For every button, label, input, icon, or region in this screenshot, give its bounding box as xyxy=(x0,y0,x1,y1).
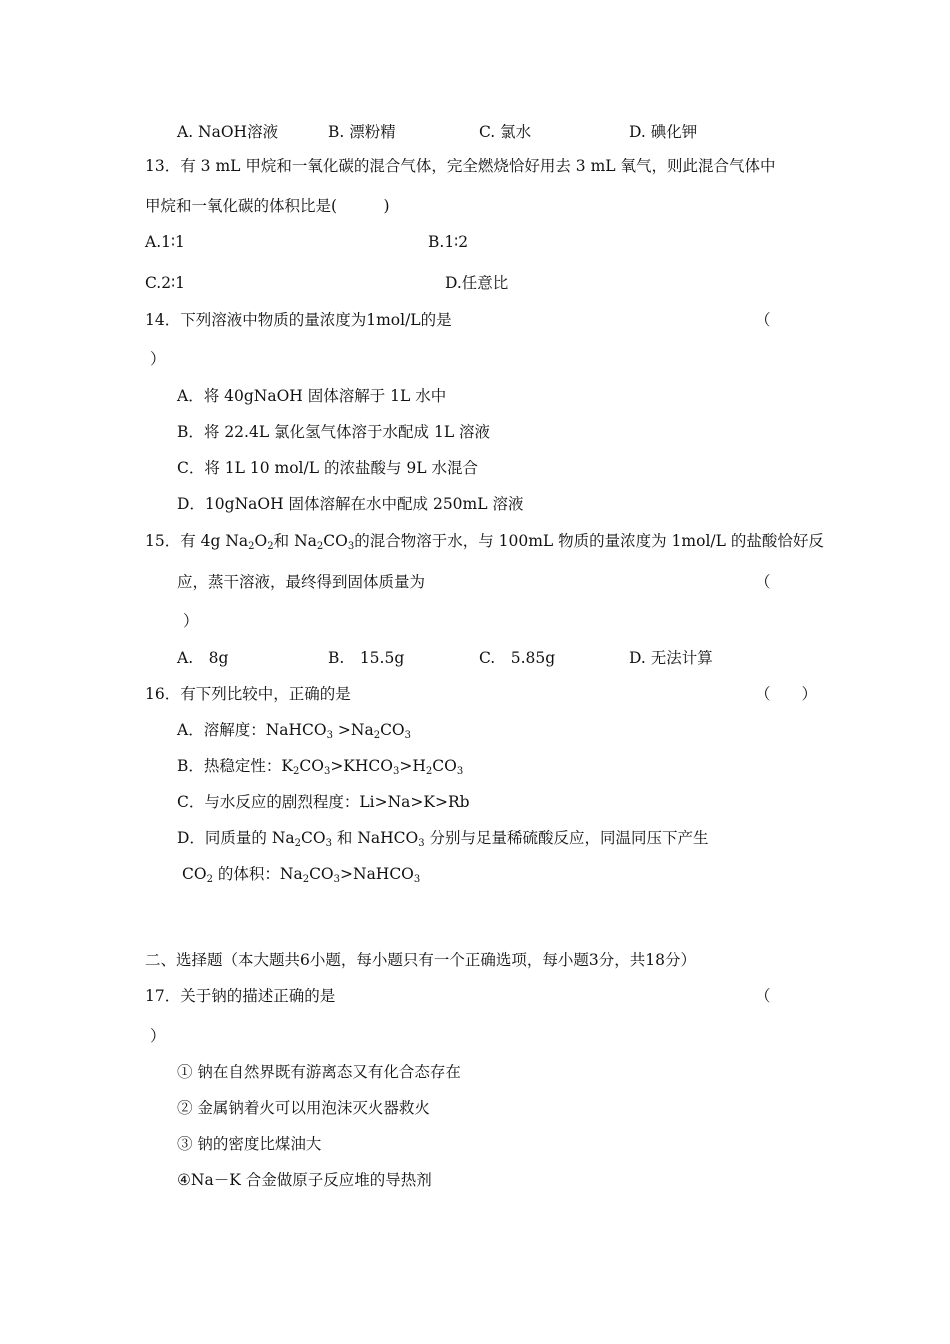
q12-option-c: C. 氯水 xyxy=(479,123,532,141)
q15-option-b: B. 15.5g xyxy=(328,649,405,667)
q13-option-b: B.1∶2 xyxy=(428,233,469,251)
q13-option-a: A.1∶1 xyxy=(145,233,185,251)
q12-option-d: D. 碘化钾 xyxy=(629,123,698,141)
q16-option-d: D．同质量的 $Na_2CO_3$ 和 NaHCO$_3$ 分别与足量稀硫酸反应，同温同压下产生 xyxy=(177,829,709,849)
q16-stem: 16．有下列比较中，正确的是 xyxy=(145,685,351,703)
q15-answer-paren-close: ） xyxy=(183,612,199,630)
q14-option-c: C．将 1L 10 mol/L 的浓盐酸与 9L 水混合 xyxy=(177,459,478,477)
q14-answer-paren-open: （ xyxy=(755,311,771,329)
q16-option-a: A．溶解度：NaHCO$_3$ $>Na_2CO_3$ xyxy=(177,721,412,741)
q14-option-a: A．将 40gNaOH 固体溶解于 1L 水中 xyxy=(177,387,447,405)
q12-option-a: A. NaOH溶液 xyxy=(177,123,279,141)
q15-option-c: C. 5.85g xyxy=(479,649,556,667)
q17-answer-paren-open: （ xyxy=(755,987,771,1005)
q17-answer-paren-close: ） xyxy=(150,1027,166,1045)
q17-item-2: ② 金属钠着火可以用泡沫灭火器救火 xyxy=(177,1099,430,1117)
q16-answer-paren: （ ） xyxy=(755,685,818,703)
q17-item-1: ① 钠在自然界既有游离态又有化合态存在 xyxy=(177,1063,461,1081)
section-heading: 二、选择题（本大题共6小题，每小题只有一个正确选项，每小题3分，共18分） xyxy=(145,951,696,969)
q16-option-d-cont: $CO_2$ 的体积：$Na_2CO_3>NaHCO_3$ xyxy=(182,865,421,885)
q16-option-b: B．热稳定性：$K_2CO_3>KHCO_3>H_2CO_3$ xyxy=(177,757,464,777)
q14-option-d: D．10gNaOH 固体溶解在水中配成 250mL 溶液 xyxy=(177,495,524,513)
q15-option-d: D. 无法计算 xyxy=(629,649,713,667)
q15-stem-line2: 应，蒸干溶液，最终得到固体质量为 xyxy=(177,573,426,591)
q14-stem: 14．下列溶液中物质的量浓度为1mol/L的是 xyxy=(145,311,452,329)
q13-stem-line2: 甲烷和一氧化碳的体积比是( ) xyxy=(145,197,390,215)
q13-option-c: C.2∶1 xyxy=(145,274,185,292)
q14-option-b: B．将 22.4L 氯化氢气体溶于水配成 1L 溶液 xyxy=(177,423,491,441)
q17-item-3: ③ 钠的密度比煤油大 xyxy=(177,1135,322,1153)
q17-item-4: ④Na－K 合金做原子反应堆的导热剂 xyxy=(177,1171,432,1189)
q15-stem-line1: 15．有 4g $Na_2O_2$和 $Na_2CO_3$的混合物溶于水，与 100mL 物质的量浓度为 1mol/L 的盐酸恰好反 xyxy=(145,532,824,552)
q14-answer-paren-close: ） xyxy=(150,350,166,368)
q12-option-b: B. 漂粉精 xyxy=(328,123,396,141)
q17-stem: 17．关于钠的描述正确的是 xyxy=(145,987,336,1005)
q13-option-d: D.任意比 xyxy=(445,274,509,292)
q15-answer-paren-open: （ xyxy=(755,573,771,591)
q13-stem-line1: 13．有 3 mL 甲烷和一氧化碳的混合气体，完全燃烧恰好用去 3 mL 氧气，则此混合气体中 xyxy=(145,157,776,175)
q16-option-c: C．与水反应的剧烈程度：Li>Na>K>Rb xyxy=(177,793,470,811)
q15-option-a: A. 8g xyxy=(177,649,229,667)
